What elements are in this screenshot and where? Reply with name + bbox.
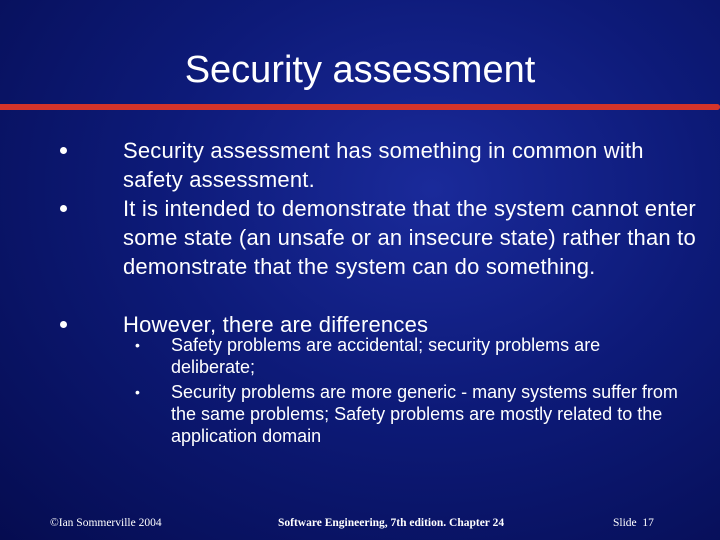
bullet-text: It is intended to demonstrate that the system cannot enter some state (an unsafe or an insecure state) rather than to demonstrate that the system can do something. xyxy=(123,196,696,279)
sub-bullet-list xyxy=(60,334,680,450)
title-divider xyxy=(0,104,720,110)
slide-title: Security assessment xyxy=(184,49,536,91)
footer-slide-number: Slide 17 xyxy=(613,517,654,529)
footer-copyright: ©Ian Sommerville 2004 xyxy=(50,517,162,529)
sub-bullet-dot-icon: • xyxy=(135,384,140,400)
bullet-dot-icon xyxy=(60,147,67,154)
sub-bullet-text: Safety problems are accidental; security problems are deliberate; xyxy=(171,335,601,377)
bullet-dot-icon xyxy=(60,205,67,212)
bullet-item xyxy=(60,136,700,194)
sub-bullet-item xyxy=(60,334,680,378)
bullet-item xyxy=(60,194,700,310)
bullet-text: Security assessment has something in common with safety assessment. xyxy=(123,138,644,192)
sub-bullet-text: Security problems are more generic - many systems suffer from the same problems; Safety problems are mostly related to the application domain xyxy=(171,382,678,446)
bullet-list xyxy=(60,136,700,339)
bullet-dot-icon xyxy=(60,321,67,328)
bullet-text: However, there are differences xyxy=(123,312,429,337)
sub-bullet-dot-icon: • xyxy=(135,337,140,353)
footer-book-title: Software Engineering, 7th edition. Chapter 24 xyxy=(278,517,505,529)
sub-bullet-item xyxy=(60,381,680,447)
